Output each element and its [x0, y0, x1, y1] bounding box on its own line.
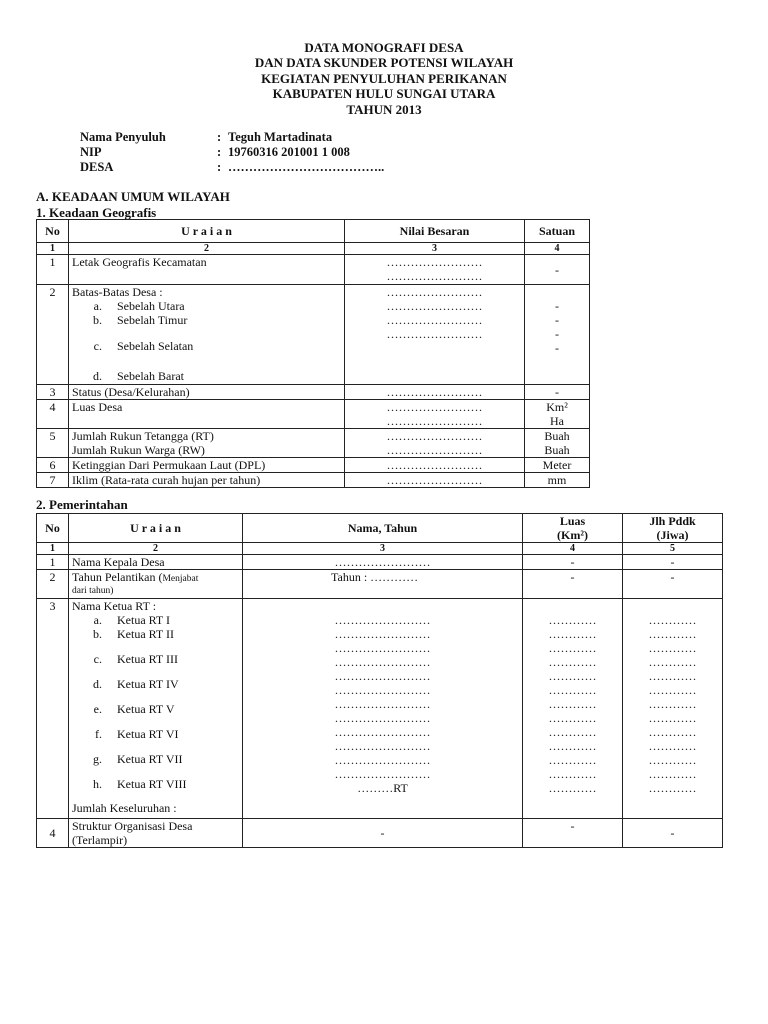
col-header-luas: Luas (Km²)	[523, 514, 623, 543]
table-row: 5 Jumlah Rukun Tetangga (RT) Jumlah Rukun Warga (RW) …………………… …………………… Buah Buah	[37, 429, 590, 458]
col-header-nilai: Nilai Besaran	[345, 220, 525, 243]
table-row: 2 Batas-Batas Desa : a. Sebelah Utara b. Sebelah Timur c. Sebelah Selatan d. Sebelah Barat …………………… …………………… …………………… …………………… - - - -	[37, 285, 590, 385]
info-label: Nama Penyuluh	[80, 130, 166, 144]
info-label: NIP	[80, 145, 102, 159]
col-header-uraian: U r a i a n	[69, 514, 243, 543]
list-item: d. Ketua RT IV	[93, 677, 179, 691]
list-item: f. Ketua RT VI	[95, 727, 179, 741]
table-row: 1 Nama Kepala Desa …………………… - -	[37, 555, 723, 570]
table-row: 2 Tahun Pelantikan (Menjabat dari tahun) Tahun : ………… - -	[37, 570, 723, 599]
table-row: 1 Letak Geografis Kecamatan …………………… …………………… -	[37, 255, 590, 285]
header-line-3: KEGIATAN PENYULUHAN PERIKANAN	[261, 70, 507, 86]
info-label: DESA	[80, 160, 114, 174]
col-header-jlh-pddk: Jlh Pddk (Jiwa)	[623, 514, 723, 543]
col-header-nama-tahun: Nama, Tahun	[243, 514, 523, 543]
info-row-desa: DESA : ………………………………..	[80, 160, 385, 174]
table-row: 3 Nama Ketua RT : a. Ketua RT I b. Ketua RT II c. Ketua RT III d. Ketua RT IV e. Ketua RT V f. Ketua RT VI g. Ketua RT VII h. Ketua RT VIII Jumlah Keseluruhan : …………………… …………………… …………………… …………………… …………………… …………………… …………………… …………………… …………………… …………………… …………………… …………………… ………RT ………… ………… ………… ………… ………… ………… ………… ………… ………… ………… ………… ………… ………… ………… ………… ………… ………… ………… ………… ………… ………… ………… ………… ………… ………… …………	[37, 599, 723, 819]
header-line-5: TAHUN 2013	[346, 101, 422, 117]
list-item: a. Sebelah Utara	[93, 299, 185, 313]
list-item: b. Ketua RT II	[93, 627, 175, 641]
header-line-4: KABUPATEN HULU SUNGAI UTARA	[272, 86, 496, 102]
list-item: h. Ketua RT VIII	[93, 777, 187, 791]
section-1-title: 1. Keadaan Geografis	[36, 205, 157, 220]
info-value: Teguh Martadinata	[228, 130, 333, 144]
section-a-title: A. KEADAAN UMUM WILAYAH	[36, 189, 230, 204]
table-row: 4 Struktur Organisasi Desa (Terlampir) - - -	[37, 819, 723, 848]
header-line-1: DATA MONOGRAFI DESA	[304, 40, 464, 55]
list-item: b. Sebelah Timur	[93, 313, 188, 327]
table-row: 4 Luas Desa …………………… …………………… Km² Ha	[37, 400, 590, 429]
section-2-title: 2. Pemerintahan	[36, 497, 128, 512]
info-value: 19760316 201001 1 008	[228, 145, 350, 159]
list-item: e. Ketua RT V	[93, 702, 175, 716]
table-row: 3 Status (Desa/Kelurahan) …………………… -	[37, 385, 590, 400]
info-row-name: Nama Penyuluh : Teguh Martadinata	[80, 130, 333, 144]
info-value: ………………………………..	[228, 160, 385, 174]
list-item: a. Ketua RT I	[93, 613, 171, 627]
info-row-nip: NIP : 19760316 201001 1 008	[80, 145, 350, 159]
rt-names-column: …………………… …………………… …………………… …………………… …………………… …………………… …………………… …………………… …………………… …………………… …………………… …………………… ………RT	[243, 599, 523, 819]
table-row: 6 Ketinggian Dari Permukaan Laut (DPL) …………………… Meter	[37, 458, 590, 473]
list-item: c. Sebelah Selatan	[93, 339, 194, 353]
rt-luas-column: ………… ………… ………… ………… ………… ………… ………… ………… ………… ………… ………… ………… …………	[523, 599, 623, 819]
col-header-satuan: Satuan	[525, 220, 590, 243]
table-row: 7 Iklim (Rata-rata curah hujan per tahun) …………………… mm	[37, 473, 590, 488]
officer-info	[80, 130, 384, 175]
col-header-no: No	[37, 220, 69, 243]
list-item: g. Ketua RT VII	[93, 752, 183, 766]
rt-pddk-column: ………… ………… ………… ………… ………… ………… ………… ………… ………… ………… ………… ………… …………	[623, 599, 723, 819]
list-item: d. Sebelah Barat	[93, 369, 184, 383]
col-header-uraian: U r a i a n	[69, 220, 345, 243]
header-line-2: DAN DATA SKUNDER POTENSI WILAYAH	[254, 55, 514, 71]
document-header	[0, 40, 768, 117]
col-header-no: No	[37, 514, 69, 543]
pemerintahan-table: No U r a i a n Nama, Tahun Luas (Km²) Jlh Pddk (Jiwa) 1 2 3 4 5 1 Nama Kepala Desa …………………… - - 2 Tahun Pelantikan (Menjabat dari tahun) Tahun : ………… - - 3 Nama Ketua RT : a. Ketua RT I b. Ketua RT II c. Ketua RT III d. Ketua RT IV e. Ketua RT V f. Ketua RT VI g. Ketua RT VII h. Ketua RT VIII Jumlah Keseluruhan : …………………… …………………… …………………… …………………… …………………… …………………… …………………… …………………… …………………… …………………… …………………… …………………… ………RT ………… ………… ………… ………… ………… ………… ………… ………… ………… ………… ………… ………… ………… ………… ………… ………… ………… ………… ………… ………… ………… ………… ………… ………… ………… ………… 4 Struktur Organisasi Desa (Terlampir) - - -	[36, 513, 723, 848]
geografis-table: No U r a i a n Nilai Besaran Satuan 1 2 3 4 1 Letak Geografis Kecamatan …………………… …………………… - 2 Batas-Batas Desa : a. Sebelah Utara b. Sebelah Timur c. Sebelah Selatan d. Sebelah Barat …………………… …………………… …………………… …………………… - - - - 3 Status (Desa/Kelurahan) …………………… - 4 Luas Desa …………………… …………………… Km² Ha 5 Jumlah Rukun Tetangga (RT) Jumlah Rukun Warga (RW) …………………… …………………… Buah Buah 6 Ketinggian Dari Permukaan Laut (DPL) …………………… Meter 7 Iklim (Rata-rata curah hujan per tahun) …………………… mm	[36, 219, 590, 488]
list-item: c. Ketua RT III	[93, 652, 179, 666]
